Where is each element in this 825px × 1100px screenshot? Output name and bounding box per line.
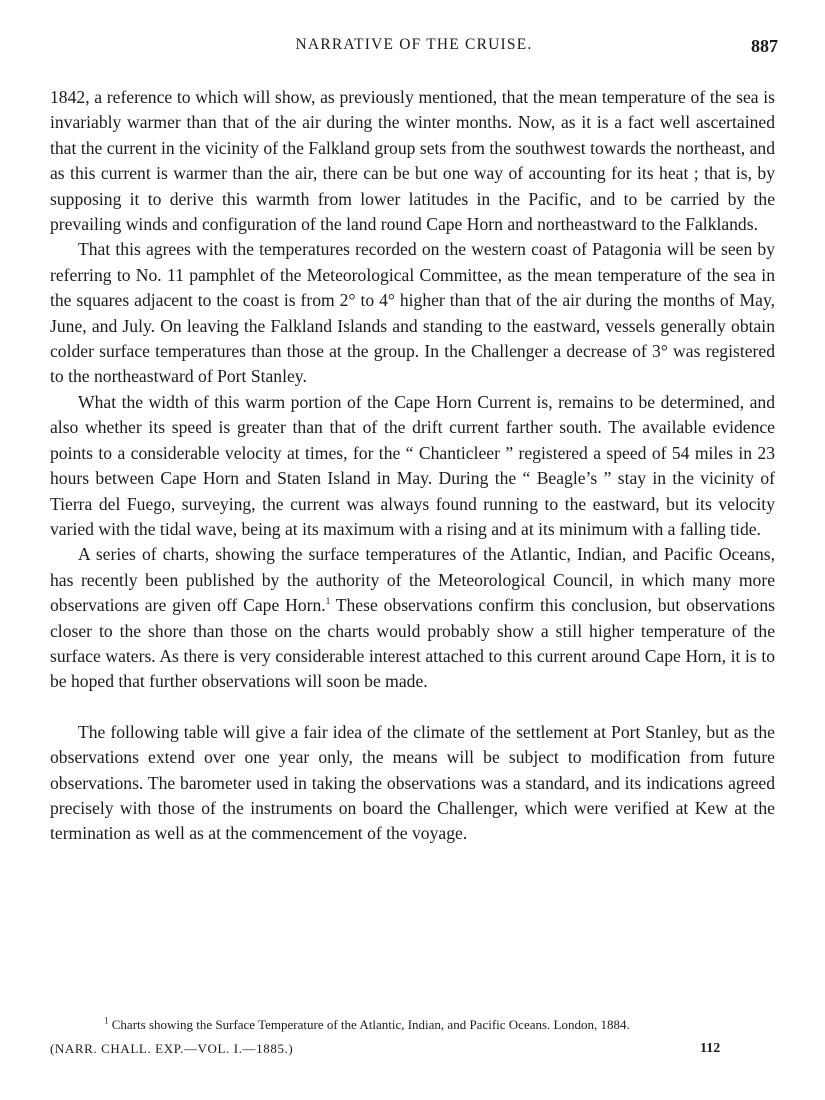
footnote-1	[104, 1016, 630, 1034]
footnote-marker: 1	[104, 1015, 109, 1026]
paragraph-4	[50, 542, 775, 694]
running-title: NARRATIVE OF THE CRUISE.	[295, 36, 533, 53]
publication-signature: (NARR. CHALL. EXP.—VOL. I.—1885.)	[50, 1041, 294, 1056]
footnote-text: Charts showing the Surface Temperature of the Atlantic, Indian, and Pacific Oceans. London, 1884.	[111, 1017, 630, 1032]
paragraph-2: That this agrees with the temperatures recorded on the western coast of Patagonia will be seen by referring to No. 11 pamphlet of the Meteorological Committee, as the mean temperature of the sea in the squares adjacent to the coast is from 2° to 4° higher than that of the air during the months of May, June, and July. On leaving the Falkland Islands and standing to the eastward, vessels generally obtain colder surface temperatures than those at the group. In the Challenger a decrease of 3° was registered to the northeastward of Port Stanley.	[50, 239, 775, 387]
paragraph-4-start: A series of charts, showing the surface temperatures of the Atlantic, Indian, and Pacific Oceans, has recently been published by the authority of the Meteorological Council, in which many more observations are given off Cape Horn.	[50, 544, 775, 616]
main-text	[50, 85, 775, 847]
sheet-number: 112	[700, 1041, 721, 1056]
paragraph-gap	[50, 695, 775, 720]
paragraph-4-end: These observations confirm this conclusion, but observations closer to the shore than those on the charts would probably show a still higher temperature of the surface waters. As there is very considerable interest attached to this current around Cape Horn, it is to be hoped that further observations will soon be made.	[50, 595, 775, 692]
page-number: 887	[751, 36, 778, 56]
paragraph-5: The following table will give a fair idea of the climate of the settlement at Port Stanley, but as the observations extend over one year only, the means will be subject to modification from future observations. The barometer used in taking the observations was a standard, and its indications agreed precisely with those of the instruments on board the Challenger, which were verified at Kew at the termination as well as at the commencement of the voyage.	[50, 721, 775, 844]
running-header	[50, 36, 778, 58]
paragraph-3: What the width of this warm portion of the Cape Horn Current is, remains to be determined, and also whether its speed is greater than that of the drift current farther south. The available evidence points to a considerable velocity at times, for the “ Chanticleer ” registered a speed of 54 miles in 23 hours between Cape Horn and Staten Island in May. During the “ Beagle’s ” stay in the vicinity of Tierra del Fuego, surveying, the current was always found running to the eastward, but its velocity varied with the tidal wave, being at its maximum with a rising and at its minimum with a falling tide.	[50, 391, 775, 539]
paragraph-1: 1842, a reference to which will show, as previously mentioned, that the mean temperature of the sea is invariably warmer than that of the air during the winter months. Now, as it is a fact well ascertained that the current in the vicinity of the Falkland group sets from the southwest towards the northeast, and as this current is warmer than the air, there can be but one way of accounting for its heat ; that is, by supposing it to derive this warmth from lower latitudes in the Pacific, and to be carried by the prevailing winds and configuration of the land round Cape Horn and northeastward to the Falklands.	[50, 87, 775, 235]
footnote-reference[interactable]: 1	[325, 596, 331, 607]
